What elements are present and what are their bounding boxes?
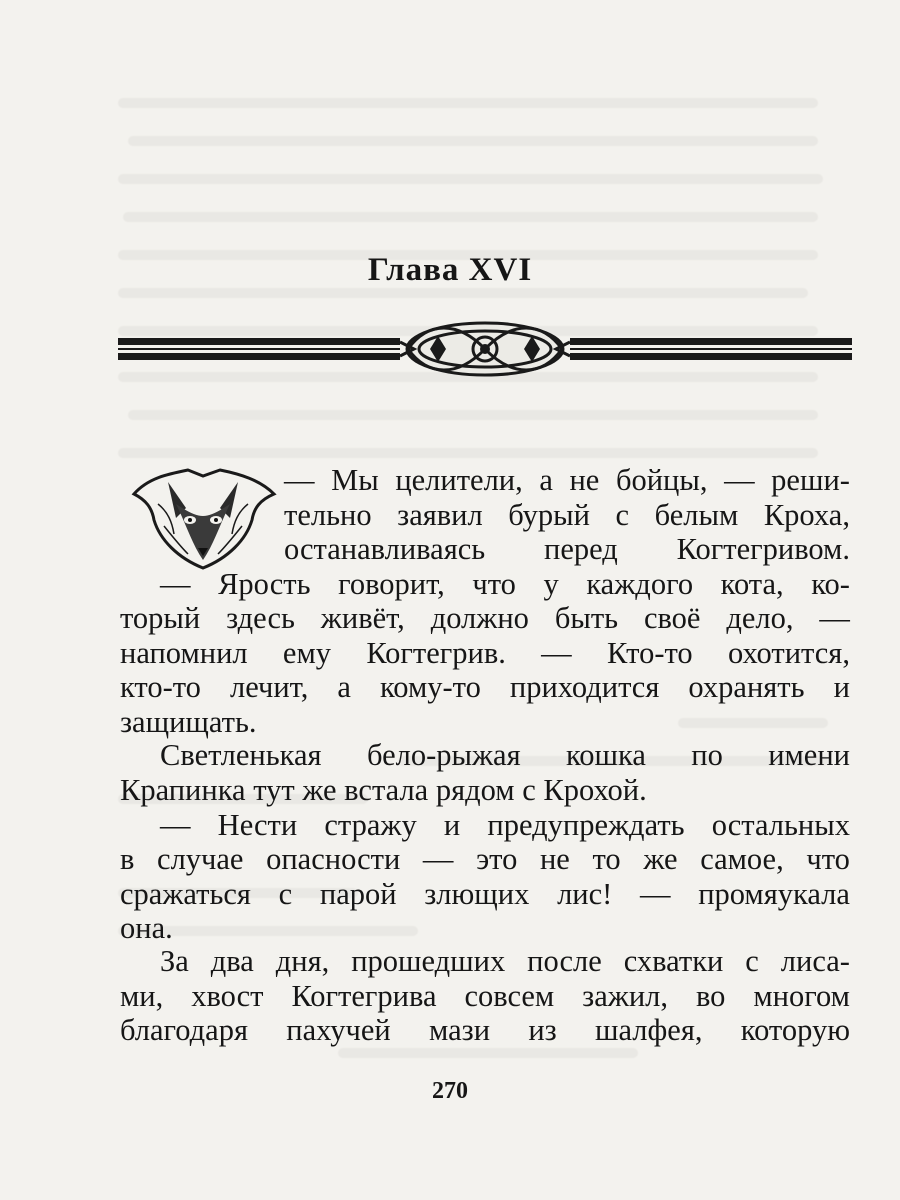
- page-number: 270: [432, 1078, 468, 1104]
- word: зажил,: [582, 979, 668, 1013]
- word: реши-: [771, 463, 850, 497]
- text-line-8-content: защищать.: [120, 705, 257, 739]
- word: во: [695, 979, 726, 1013]
- word: Мы: [331, 463, 379, 497]
- text-line-14-content: она.: [120, 911, 173, 945]
- word: имени: [768, 738, 850, 772]
- word: самое,: [700, 842, 784, 876]
- word: опасности: [266, 842, 401, 876]
- text-line-10-content: Крапинка тут же встала рядом с Крохой.: [120, 773, 647, 807]
- word: —: [819, 601, 850, 635]
- text-line-12: [120, 842, 850, 877]
- word: Светленькая: [160, 738, 322, 772]
- word: пахучей: [286, 1013, 391, 1047]
- word: лиса-: [780, 944, 850, 978]
- word: лечит,: [230, 670, 309, 704]
- word: охранять: [688, 670, 805, 704]
- word: —: [160, 808, 191, 842]
- word: Ярость: [218, 567, 311, 601]
- word: торый: [120, 601, 201, 635]
- word: быть: [554, 601, 619, 635]
- word: бело-рыжая: [366, 738, 521, 772]
- word: белым: [654, 498, 739, 532]
- word: шалфея,: [595, 1013, 703, 1047]
- word: два: [210, 944, 254, 978]
- word: ми,: [120, 979, 164, 1013]
- word: —: [284, 463, 315, 497]
- text-line-11: [160, 808, 850, 843]
- word: дело,: [726, 601, 794, 635]
- word: целители,: [395, 463, 523, 497]
- word: с: [615, 498, 630, 532]
- word: из: [528, 1013, 557, 1047]
- text-line-17-content: [120, 1013, 850, 1048]
- word: —: [160, 567, 191, 601]
- text-line-16: [120, 979, 850, 1014]
- word: с: [278, 877, 293, 911]
- word: что: [472, 567, 516, 601]
- word: мази: [429, 1013, 491, 1047]
- text-line-8: [120, 705, 850, 740]
- word: Когтегрив.: [366, 636, 506, 670]
- word: же: [643, 842, 678, 876]
- word: благодаря: [120, 1013, 248, 1047]
- word: по: [691, 738, 723, 772]
- word: должно: [430, 601, 529, 635]
- chapter-ornament-divider: [118, 316, 852, 386]
- word: после: [527, 944, 602, 978]
- word: лис!: [557, 877, 613, 911]
- word: заявил: [397, 498, 483, 532]
- word: сражаться: [120, 877, 251, 911]
- text-line-5: [120, 601, 850, 636]
- word: а: [539, 463, 553, 497]
- word: живёт,: [320, 601, 405, 635]
- word: Кто-то: [606, 636, 693, 670]
- text-line-4-content: [160, 567, 850, 602]
- word: здесь: [226, 601, 295, 635]
- text-line-14: [120, 911, 850, 946]
- word: то: [592, 842, 621, 876]
- word: Кроха,: [763, 498, 850, 532]
- text-line-13: [120, 877, 850, 912]
- word: ко-: [811, 567, 850, 601]
- text-line-13-content: [120, 877, 850, 912]
- word: совсем: [464, 979, 555, 1013]
- word: злющих: [424, 877, 530, 911]
- text-line-10: [120, 773, 850, 808]
- word: Нести: [217, 808, 298, 842]
- word: бурый: [508, 498, 590, 532]
- word: прошедших: [351, 944, 506, 978]
- text-line-5-content: [120, 601, 850, 636]
- word: промяукала: [698, 877, 850, 911]
- word: дня,: [275, 944, 330, 978]
- word: кто-то: [120, 670, 201, 704]
- word: стражу: [324, 808, 417, 842]
- word: бойцы,: [615, 463, 708, 497]
- word: с: [745, 944, 759, 978]
- text-line-11-content: [160, 808, 850, 843]
- word: охотится,: [727, 636, 850, 670]
- word: случае: [157, 842, 244, 876]
- word: —: [724, 463, 755, 497]
- text-line-1-content: [284, 463, 850, 498]
- text-line-17: [120, 1013, 850, 1048]
- text-line-15: [160, 944, 850, 979]
- word: у: [543, 567, 559, 601]
- text-line-9: [160, 738, 850, 773]
- word: парой: [319, 877, 397, 911]
- word: которую: [740, 1013, 850, 1047]
- text-line-3-content: [284, 532, 850, 567]
- text-line-4: [160, 567, 850, 602]
- text-line-7: [120, 670, 850, 705]
- word: останавливаясь: [284, 532, 486, 566]
- word: предупреждать: [487, 808, 685, 842]
- word: многом: [753, 979, 850, 1013]
- word: Когтегривом.: [676, 532, 850, 566]
- word: —: [541, 636, 572, 670]
- word: Когтегрива: [291, 979, 437, 1013]
- word: кота,: [720, 567, 784, 601]
- word: —: [422, 842, 454, 876]
- word: кошка: [565, 738, 646, 772]
- text-line-1: [284, 463, 850, 498]
- word: каждого: [586, 567, 694, 601]
- word: кому-то: [380, 670, 481, 704]
- word: говорит,: [338, 567, 445, 601]
- text-line-9-content: [160, 738, 850, 773]
- word: и: [833, 670, 850, 704]
- word: а: [337, 670, 351, 704]
- word: своё: [643, 601, 701, 635]
- word: не: [539, 842, 570, 876]
- word: напомнил: [120, 636, 248, 670]
- fox-head-emblem-icon: [128, 464, 278, 572]
- word: тельно: [284, 498, 372, 532]
- word: остальных: [711, 808, 850, 842]
- word: не: [569, 463, 600, 497]
- word: это: [476, 842, 518, 876]
- word: схватки: [623, 944, 724, 978]
- text-line-6-content: [120, 636, 850, 671]
- text-line-6: [120, 636, 850, 671]
- word: и: [443, 808, 461, 842]
- word: ему: [282, 636, 332, 670]
- word: приходится: [509, 670, 660, 704]
- text-line-7-content: [120, 670, 850, 705]
- text-line-16-content: [120, 979, 850, 1014]
- word: что: [806, 842, 850, 876]
- text-line-12-content: [120, 842, 850, 877]
- word: За: [160, 944, 189, 978]
- word: —: [640, 877, 671, 911]
- text-line-2-content: [284, 498, 850, 533]
- chapter-title: Глава XVI: [367, 252, 533, 288]
- text-line-3: [284, 532, 850, 567]
- word: хвост: [191, 979, 264, 1013]
- word: перед: [544, 532, 618, 566]
- text-line-15-content: [160, 944, 850, 979]
- word: в: [120, 842, 135, 876]
- text-line-2: [284, 498, 850, 533]
